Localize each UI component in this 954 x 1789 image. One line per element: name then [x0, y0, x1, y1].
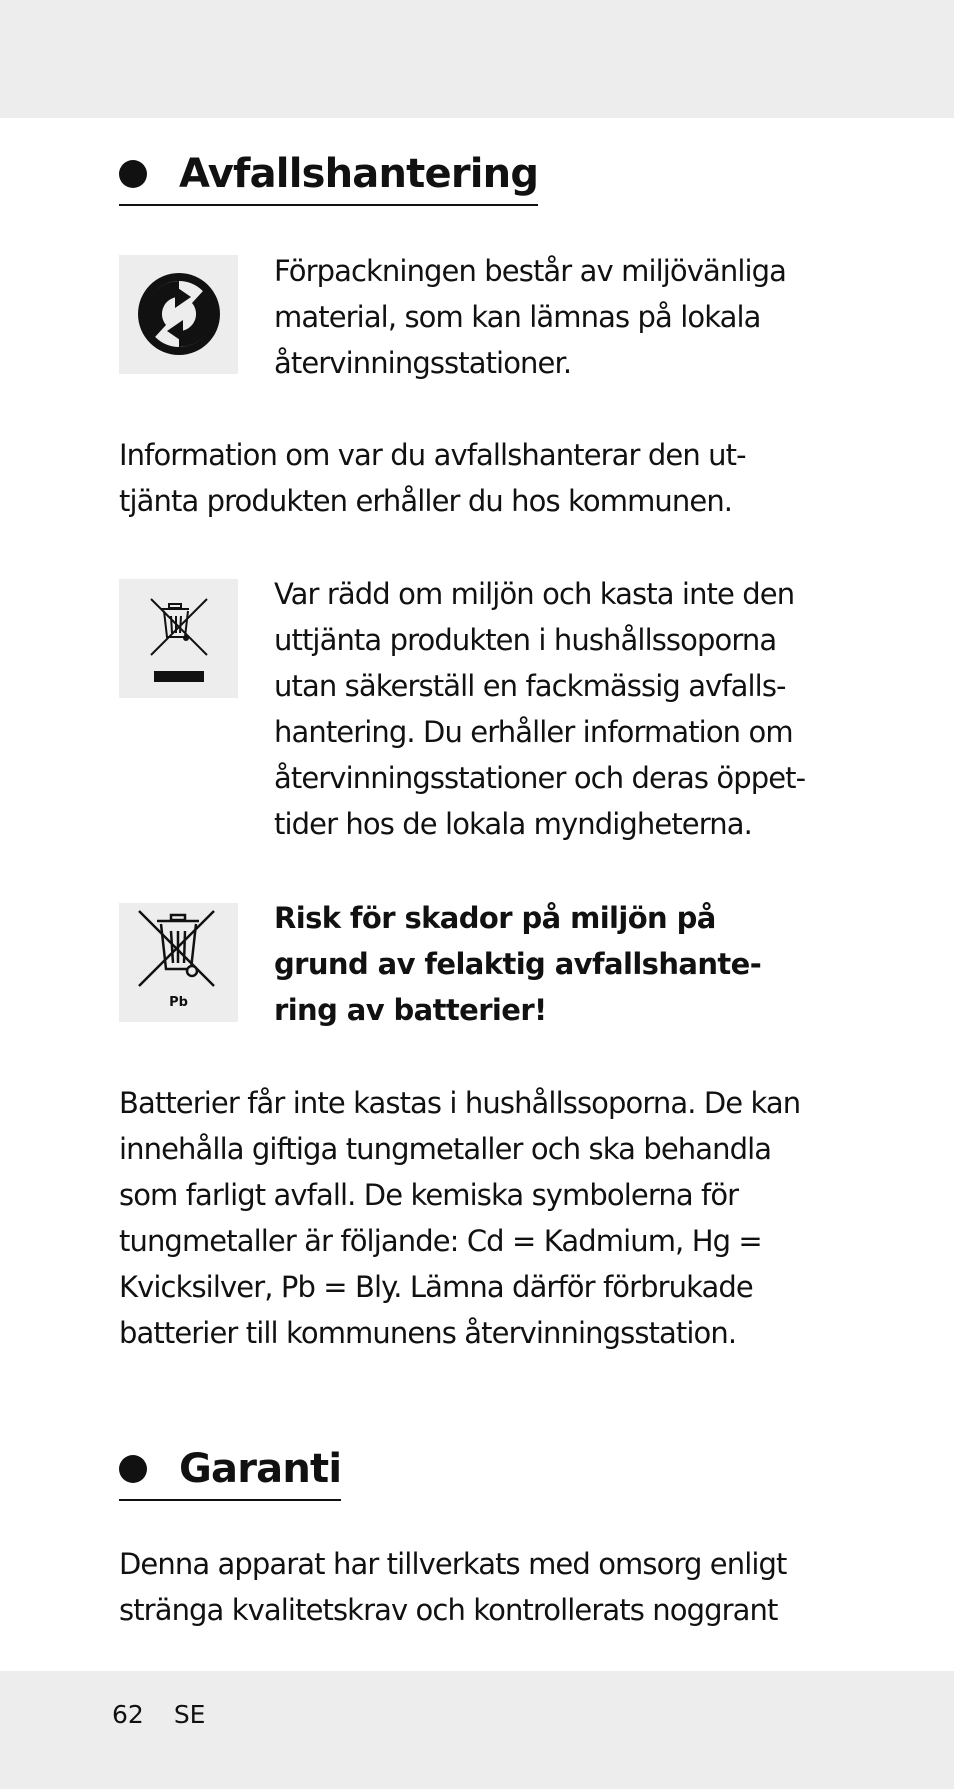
crossed-out-bin-icon	[119, 579, 238, 698]
battery-icon-label: Pb	[169, 995, 188, 1010]
section-heading-waste	[119, 146, 538, 206]
text-line: återvinningsstationer.	[274, 346, 572, 380]
text-line: Var rädd om miljön och kasta inte den	[274, 577, 795, 611]
warranty-paragraph	[119, 1541, 787, 1633]
info-paragraph	[119, 432, 746, 524]
text-line: Batterier får inte kastas i hushållssoporna. De kan	[119, 1086, 801, 1120]
battery-warning-heading	[274, 895, 761, 1033]
recycle-icon-box	[119, 255, 238, 374]
page-footer	[112, 1700, 205, 1729]
bottom-band	[0, 1671, 954, 1789]
text-line: Risk för skador på miljön på	[274, 901, 716, 935]
text-line: ring av batterier!	[274, 993, 547, 1027]
text-line: Förpackningen består av miljövänliga	[274, 254, 787, 288]
section-title: Avfallshantering	[179, 151, 539, 197]
text-line: uttjänta produkten i hushållssoporna	[274, 623, 777, 657]
text-line: utan säkerställ en fackmässig avfalls-	[274, 669, 786, 703]
packaging-paragraph	[274, 248, 786, 386]
text-line: Denna apparat har tillverkats med omsorg enligt	[119, 1547, 787, 1581]
text-line: grund av felaktig avfallshante-	[274, 947, 762, 981]
environment-paragraph	[274, 571, 805, 847]
top-band	[0, 0, 954, 118]
bullet-icon	[119, 160, 147, 188]
text-line: Information om var du avfallshanterar den ut-	[119, 438, 746, 472]
bullet-icon	[119, 1455, 147, 1483]
text-line: batterier till kommunens återvinningsstation.	[119, 1316, 737, 1350]
green-dot-recycling-icon	[119, 255, 238, 374]
section-heading-warranty	[119, 1441, 341, 1501]
text-line: innehålla giftiga tungmetaller och ska behandla	[119, 1132, 772, 1166]
section-title: Garanti	[179, 1446, 342, 1492]
text-line: tider hos de lokala myndigheterna.	[274, 807, 752, 841]
text-line: som farligt avfall. De kemiska symbolerna för	[119, 1178, 739, 1212]
text-line: tungmetaller är följande: Cd = Kadmium, Hg =	[119, 1224, 762, 1258]
battery-paragraph	[119, 1080, 800, 1356]
text-line: Kvicksilver, Pb = Bly. Lämna därför förbrukade	[119, 1270, 753, 1304]
text-line: tjänta produkten erhåller du hos kommunen.	[119, 484, 733, 518]
language-code: SE	[173, 1700, 206, 1729]
battery-icon-box	[119, 903, 238, 1022]
page-number: 62	[112, 1700, 144, 1729]
text-line: hantering. Du erhåller information om	[274, 715, 793, 749]
weee-icon-box	[119, 579, 238, 698]
text-line: material, som kan lämnas på lokala	[274, 300, 761, 334]
text-line: återvinningsstationer och deras öppet-	[274, 761, 806, 795]
text-line: stränga kvalitetskrav och kontrollerats noggrant	[119, 1593, 778, 1627]
